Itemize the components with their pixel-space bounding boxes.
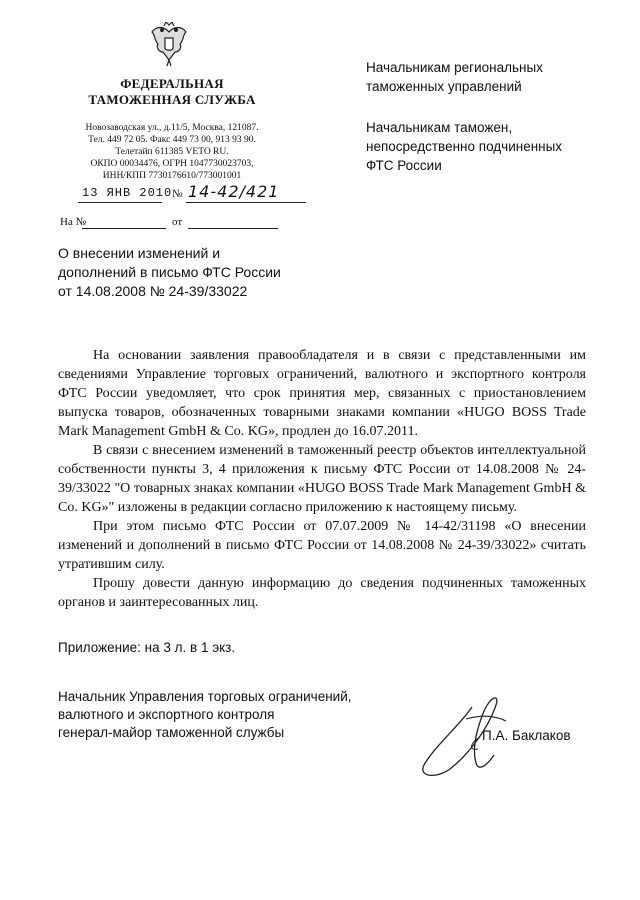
body-paragraph: Прошу довести данную информацию до сведения подчиненных таможенных органов и заинтересованных лиц. <box>58 576 586 610</box>
recipient-regional-administrations <box>366 58 616 96</box>
reference-row <box>60 216 290 234</box>
org-name-line1: ФЕДЕРАЛЬНАЯ <box>120 76 224 91</box>
reference-date-line <box>188 228 278 229</box>
reference-from-label: от <box>172 216 183 228</box>
recipient-line: ФТС России <box>366 158 442 173</box>
signatory-title <box>58 688 388 742</box>
signatory-title-line: Начальник Управления торговых ограничений, <box>58 689 352 704</box>
attachment-note: Приложение: на 3 л. в 1 экз. <box>58 640 236 655</box>
date-underline <box>78 202 162 203</box>
registration-row <box>76 182 296 206</box>
body-paragraph: В связи с внесением изменений в таможенный реестр объектов интеллектуальной собственности пункты 3, 4 приложения к письму ФТС России от 14.08.2008 № 24-39/33022 "О товарных знаках компании «HUGO BOSS Trade Mark Management GmbH & Co. KG»" изложены в редакции согласно приложению к настоящему письму. <box>58 443 586 515</box>
recipient-line: Начальникам таможен, <box>366 120 513 135</box>
registration-date-stamp: 13 ЯНВ 2010 <box>82 186 173 200</box>
address-line: ОКПО 00034476, ОГРН 1047730023703, <box>90 159 254 169</box>
org-name-line2: ТАМОЖЕННАЯ СЛУЖБА <box>88 92 256 107</box>
recipient-customs-heads <box>366 118 616 175</box>
letter-body <box>58 346 586 612</box>
subject-line: от 14.08.2008 № 24-39/33022 <box>58 283 248 299</box>
body-paragraph: При этом письмо ФТС России от 07.07.2009 № 14-42/31198 «О внесении изменений и дополнений в письмо ФТС России от 14.08.2008 № 24-39/33022» считать утратившим силу. <box>58 519 586 572</box>
signatory-name: П.А. Баклаков <box>482 728 571 743</box>
organization-name <box>62 76 282 108</box>
address-line: ИНН/КПП 7730176610/773001001 <box>102 171 242 181</box>
recipient-line: таможенных управлений <box>366 79 522 94</box>
recipient-line: Начальникам региональных <box>366 60 543 75</box>
address-line: Тел. 449 72 05. Факс 449 73 00, 913 93 90. <box>88 135 256 145</box>
registration-number: 14-42/421 <box>188 182 280 201</box>
address-line: Новозаводская ул., д.11/5, Москва, 121087. <box>85 123 259 133</box>
subject-line: дополнений в письмо ФТС России <box>58 264 281 280</box>
signatory-title-line: генерал-майор таможенной службы <box>58 725 285 740</box>
subject-line: О внесении изменений и <box>58 245 221 261</box>
address-line: Телетайп 611385 VETO RU. <box>115 147 229 157</box>
number-underline <box>186 202 306 203</box>
number-label: № <box>172 188 183 200</box>
reference-number-line <box>82 228 166 229</box>
letter-subject <box>58 244 298 301</box>
reference-label: На № <box>60 216 87 228</box>
body-paragraph: На основании заявления правообладателя и в связи с представленными им сведениями Управление торговых ограничений, валютного и экспортного контроля ФТС России уведомляет, что срок принятия мер, связанных с приостановлением выпуска товаров, обозначенных товарными знаками компании «HUGO BOSS Trade Mark Management GmbH & Co. KG», продлен до 16.07.2011. <box>58 348 586 439</box>
recipient-line: непосредственно подчиненных <box>366 139 563 154</box>
signatory-title-line: валютного и экспортного контроля <box>58 707 275 722</box>
sender-address-block <box>62 122 282 182</box>
coat-of-arms-icon <box>150 22 188 68</box>
